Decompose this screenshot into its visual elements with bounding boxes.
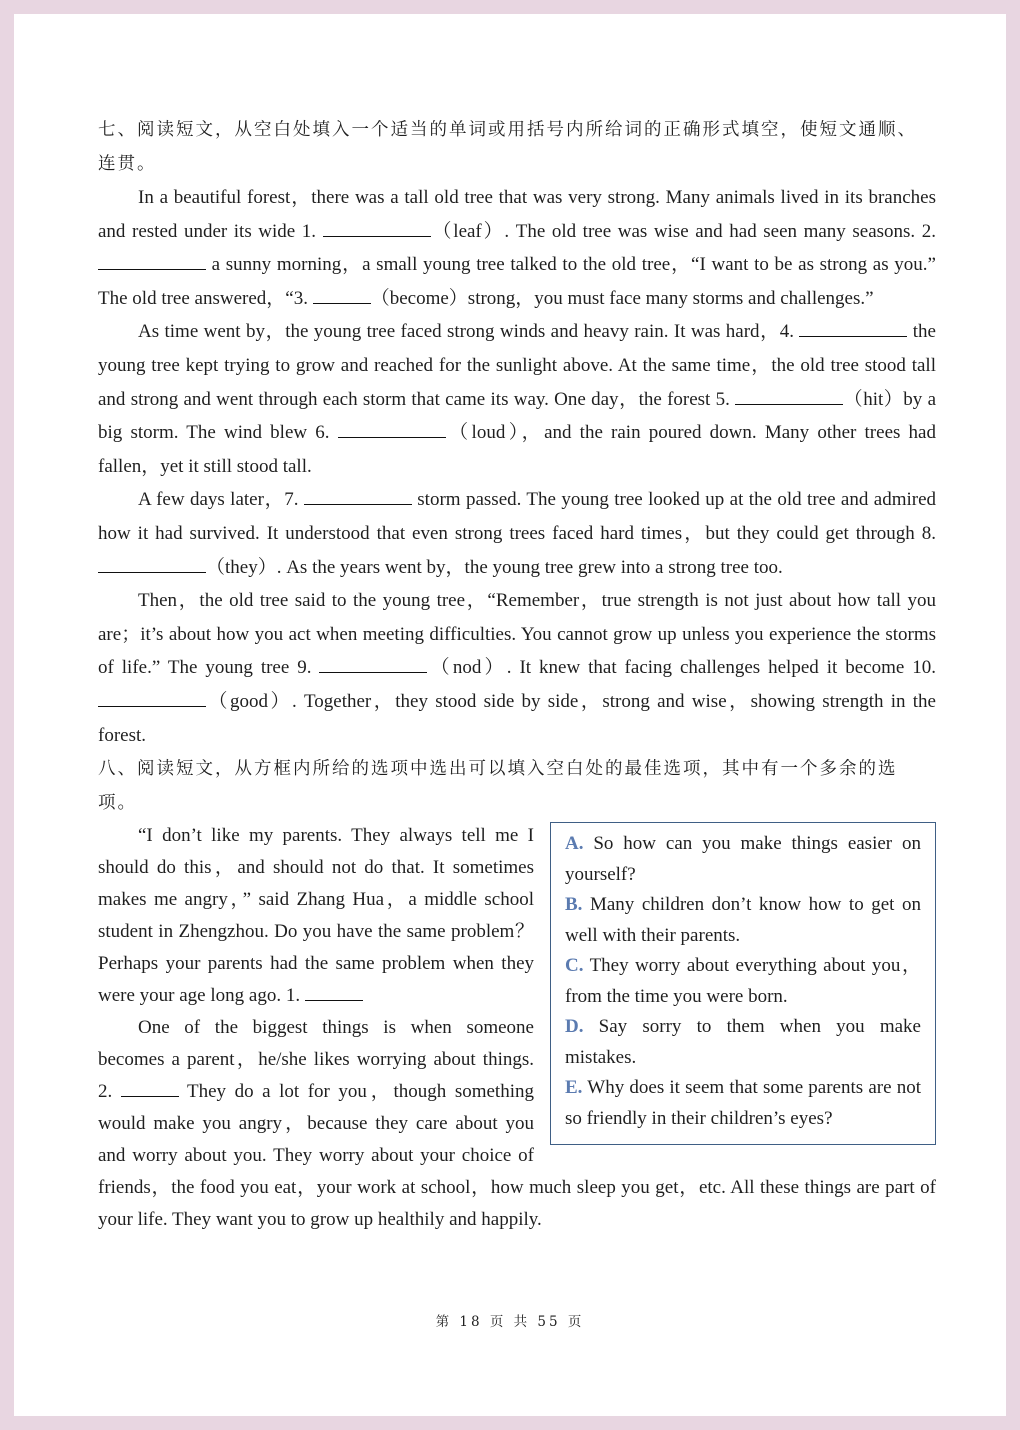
blank-6[interactable] — [338, 419, 446, 438]
blank-5[interactable] — [735, 386, 843, 405]
page-content — [98, 113, 936, 1236]
blank-2[interactable] — [98, 251, 206, 270]
blank-4[interactable] — [799, 318, 907, 337]
blank-s8-2[interactable] — [121, 1078, 179, 1097]
section7-paragraph-3: A few days later，7. storm passed. The young tree looked up at the old tree and admired how it had survived. It understood that even strong trees faced hard times，but they could get through 8. （they）. As the years went by，the young tree grew into a strong tree too. — [98, 483, 936, 584]
option-c: C. They worry about everything about you，from the time you were born. — [565, 955, 921, 1007]
worksheet-page — [14, 14, 1006, 1416]
blank-10[interactable] — [98, 688, 206, 707]
blank-s8-1[interactable] — [305, 982, 363, 1001]
options-box — [550, 822, 936, 1145]
section7-paragraph-4: Then，the old tree said to the young tree，“Remember，true strength is not just about how tall you are；it’s about how you act when meeting difficulties. You cannot grow up unless you experience the storms of life.” The young tree 9. （nod）. It knew that facing challenges helped it become 10. （good）. Together，they stood side by side，strong and wise，showing strength in the forest. — [98, 590, 936, 746]
section8-heading: 八、阅读短文，从方框内所给的选项中选出可以填入空白处的最佳选项，其中有一个多余的选项。 — [98, 759, 898, 814]
option-b: B. Many children don’t know how to get on well with their parents. — [565, 894, 921, 946]
section7-paragraph-1: In a beautiful forest，there was a tall old tree that was very strong. Many animals lived in its branches and rested under its wide 1. （leaf）. The old tree was wise and had seen many seasons. 2. a sunny morning，a small young tree talked to the old tree，“I want to be as strong as you.” The old tree answered，“3. （become）strong，you must face many storms and challenges.” — [98, 187, 936, 309]
option-e: E. Why does it seem that some parents are not so friendly in their children’s eyes? — [565, 1077, 921, 1129]
blank-3[interactable] — [313, 285, 371, 304]
section8-paragraph-2: One of the biggest things is when someone becomes a parent，he/she likes worrying about things. 2. They do a lot for you，though something would make you angry，because they care about you and worry about you. They worry about your choice of friends，the food you eat，your work at school，how much sleep you get，etc. All these things are part of your life. They want you to grow up healthily and happily. — [98, 1017, 936, 1231]
option-a: A. So how can you make things easier on yourself? — [565, 833, 921, 885]
blank-7[interactable] — [304, 486, 412, 505]
section7-heading: 七、阅读短文，从空白处填入一个适当的单词或用括号内所给词的正确形式填空，使短文通顺、连贯。 — [98, 120, 917, 174]
section8-body — [98, 820, 936, 1236]
option-d: D. Say sorry to them when you make mistakes. — [565, 1016, 921, 1068]
blank-8[interactable] — [98, 554, 206, 573]
section8-paragraph-1: “I don’t like my parents. They always tell me I should do this，and should not do that. It sometimes makes me angry，” said Zhang Hua，a middle school student in Zhengzhou. Do you have the same problem？Perhaps your parents had the same problem when they were your age long ago. 1. — [98, 825, 534, 1007]
blank-9[interactable] — [319, 654, 427, 673]
blank-1[interactable] — [323, 218, 431, 237]
page-number-footer: 第 18 页 共 55 页 — [435, 1314, 585, 1330]
section7-paragraph-2: As time went by，the young tree faced strong winds and heavy rain. It was hard，4. the young tree kept trying to grow and reached for the sunlight above. At the same time，the old tree stood tall and strong and went through each storm that came its way. One day，the forest 5. （hit）by a big storm. The wind blew 6. （loud），and the rain poured down. Many other trees had fallen，yet it still stood tall. — [98, 315, 936, 483]
